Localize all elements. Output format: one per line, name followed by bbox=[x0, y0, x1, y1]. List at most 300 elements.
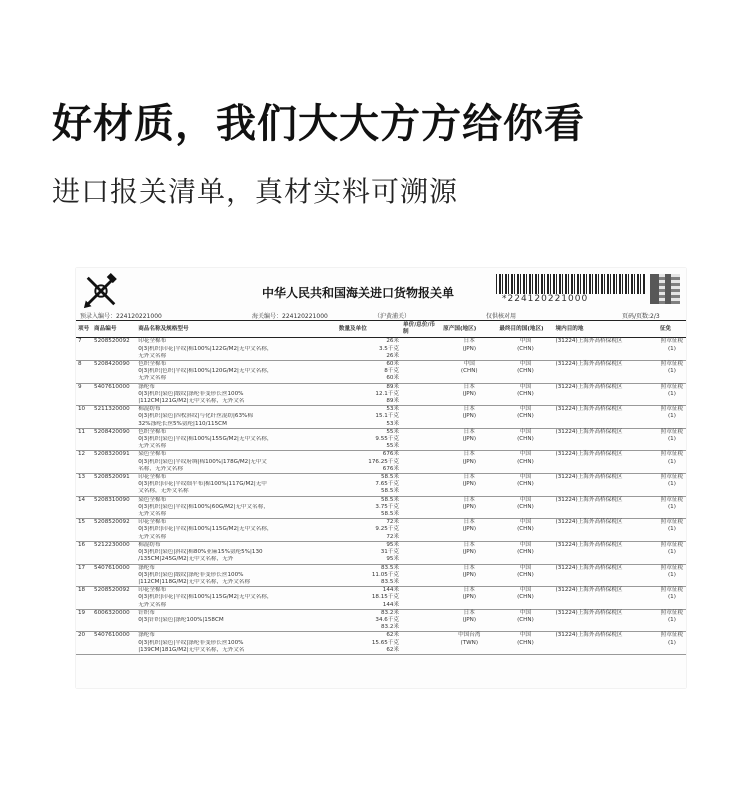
cell-line: 31千克 bbox=[380, 549, 400, 556]
cell-line: 0|3|机织|染色|平纹|涤纶非变形长丝100% bbox=[138, 639, 244, 646]
table-header-row bbox=[76, 321, 686, 338]
item-seq-text: 9 bbox=[78, 383, 82, 390]
item-tax bbox=[658, 361, 686, 384]
item-code-text: 5208310090 bbox=[94, 496, 130, 503]
cell-line: /135CM|245G/M2|无中文名称，无外 bbox=[138, 556, 234, 563]
cell-line: (1) bbox=[667, 413, 676, 420]
item-seq-text: 11 bbox=[78, 428, 86, 435]
cell-line: 中国 bbox=[519, 541, 532, 548]
item-domestic-destination bbox=[554, 496, 658, 519]
cell-line: |139CM|181G/M2|无中文名称，无外文名 bbox=[138, 646, 245, 653]
cell-line: 62米 bbox=[386, 646, 400, 653]
cell-line: 3.5千克 bbox=[378, 345, 400, 352]
cell-line: |112CM|121G/M2|无中文名称，无外文名 bbox=[138, 398, 245, 405]
item-description bbox=[136, 451, 337, 474]
item-origin bbox=[441, 564, 497, 587]
cell-line: 0|3|机织|印花|平纹细平布|棉100%|117G/M2|无中 bbox=[138, 481, 267, 488]
place-text: (31224)上海外高桥保税区 bbox=[555, 609, 623, 616]
item-quantity bbox=[337, 609, 401, 632]
item-description bbox=[136, 587, 337, 610]
item-description bbox=[136, 383, 337, 406]
table-row bbox=[76, 564, 686, 587]
col-header: 项号 bbox=[76, 321, 92, 338]
cell-line: 无外文名称 bbox=[138, 443, 167, 450]
cell-line: 中国 bbox=[519, 496, 532, 503]
cell-line: (1) bbox=[667, 481, 676, 488]
item-destination bbox=[497, 632, 553, 655]
cell-line: 0|3|机织|染色|平纹府绸|棉100%|178G/M2|无中文 bbox=[138, 458, 267, 465]
cell-line: 照章征税 bbox=[660, 609, 684, 616]
cell-line: 染色全棉布 bbox=[138, 496, 167, 503]
cell-line: 印花全棉布 bbox=[138, 519, 167, 526]
item-code bbox=[92, 428, 136, 451]
cell-line: 针织布 bbox=[138, 609, 155, 616]
cell-line: (JPN) bbox=[462, 594, 477, 601]
cell-line: 中国 bbox=[519, 361, 532, 368]
cell-line: 83.2米 bbox=[380, 624, 400, 631]
item-code bbox=[92, 338, 136, 361]
col-header: 单价/总价/币制 bbox=[401, 321, 441, 338]
table-row bbox=[76, 519, 686, 542]
item-quantity bbox=[337, 474, 401, 497]
place-text: (31224)上海外高桥保税区 bbox=[555, 428, 623, 435]
place-text: (31224)上海外高桥保税区 bbox=[555, 496, 623, 503]
cell-line: 8千克 bbox=[384, 368, 400, 375]
item-destination bbox=[497, 474, 553, 497]
cell-line: 60米 bbox=[386, 375, 400, 382]
item-description bbox=[136, 474, 337, 497]
item-destination bbox=[497, 383, 553, 406]
col-header: 原产国(地区) bbox=[441, 321, 497, 338]
cell-line: 53米 bbox=[386, 406, 400, 413]
item-quantity bbox=[337, 519, 401, 542]
item-destination bbox=[497, 361, 553, 384]
cell-line: 15.1千克 bbox=[375, 413, 400, 420]
item-seq-text: 15 bbox=[78, 519, 86, 526]
cell-line: 照章征税 bbox=[660, 474, 684, 481]
cell-line: 印花全棉布 bbox=[138, 474, 167, 481]
col-header: 商品编号 bbox=[92, 321, 136, 338]
item-code-text: 5407610000 bbox=[94, 632, 130, 639]
cell-line: 染色全棉布 bbox=[138, 451, 167, 458]
item-seq-text: 7 bbox=[78, 338, 82, 345]
item-code bbox=[92, 474, 136, 497]
item-tax bbox=[658, 564, 686, 587]
place-text: (31224)上海外高桥保税区 bbox=[555, 632, 623, 639]
item-origin bbox=[441, 541, 497, 564]
item-seq bbox=[76, 541, 92, 564]
item-seq-text: 8 bbox=[78, 361, 82, 368]
table-row bbox=[76, 609, 686, 632]
item-code-text: 5208420090 bbox=[94, 361, 130, 368]
cell-line: 日本 bbox=[463, 587, 475, 594]
cell-line: (CHN) bbox=[517, 413, 534, 420]
item-seq bbox=[76, 451, 92, 474]
item-destination bbox=[497, 451, 553, 474]
place-text: (31224)上海外高桥保税区 bbox=[555, 451, 623, 458]
item-seq-text: 14 bbox=[78, 496, 86, 503]
cell-line: 0|3|机织|染色|平纹|棉100%|60G/M2|无中文名称， bbox=[138, 503, 269, 510]
cell-line: 55米 bbox=[386, 428, 400, 435]
item-code-text: 5407610000 bbox=[94, 383, 130, 390]
item-domestic-destination bbox=[554, 406, 658, 429]
cell-line: (JPN) bbox=[462, 503, 477, 510]
cell-line: 日本 bbox=[463, 609, 475, 616]
item-tax bbox=[658, 519, 686, 542]
item-price bbox=[401, 361, 441, 384]
cell-line: (JPN) bbox=[462, 616, 477, 623]
cell-line: 26米 bbox=[386, 352, 400, 359]
item-origin bbox=[441, 451, 497, 474]
cell-line: 0|3|机织|染色|斜纹|棉80%亚麻15%氨纶5%|130 bbox=[138, 549, 263, 556]
table-row bbox=[76, 451, 686, 474]
cell-line: 0|3|机织|染色|缎纹|涤纶非变形长丝100% bbox=[138, 390, 244, 397]
cell-line: (CHN) bbox=[517, 436, 534, 443]
item-seq bbox=[76, 609, 92, 632]
item-tax bbox=[658, 474, 686, 497]
table-row bbox=[76, 541, 686, 564]
cell-line: 日本 bbox=[463, 541, 475, 548]
item-seq-text: 10 bbox=[78, 406, 86, 413]
cell-line: (CHN) bbox=[517, 549, 534, 556]
cell-line: 58.5米 bbox=[380, 488, 400, 495]
item-code bbox=[92, 564, 136, 587]
cell-line: 照章征税 bbox=[660, 632, 684, 639]
cell-line: (1) bbox=[667, 594, 676, 601]
cell-line: 12.1千克 bbox=[375, 390, 400, 397]
cell-line: 中国 bbox=[519, 406, 532, 413]
cell-line: (CHN) bbox=[517, 390, 534, 397]
cell-line: 0|3|机织|印花|平纹|棉100%|115G/M2|无中文名称， bbox=[138, 594, 273, 601]
cell-line: 日本 bbox=[463, 383, 475, 390]
place-text: (31224)上海外高桥保税区 bbox=[555, 519, 623, 526]
cell-line: 色织全棉布 bbox=[138, 428, 167, 435]
item-origin bbox=[441, 383, 497, 406]
table-row bbox=[76, 383, 686, 406]
cell-line: 日本 bbox=[463, 338, 475, 345]
item-destination bbox=[497, 587, 553, 610]
item-destination bbox=[497, 564, 553, 587]
item-origin bbox=[441, 361, 497, 384]
item-code bbox=[92, 541, 136, 564]
cell-line: (CHN) bbox=[460, 368, 478, 375]
item-domestic-destination bbox=[554, 474, 658, 497]
cell-line: 53米 bbox=[386, 420, 400, 427]
cell-line: 中国台湾 bbox=[458, 632, 481, 639]
cell-line: 144米 bbox=[382, 601, 400, 608]
cell-line: 照章征税 bbox=[660, 496, 684, 503]
cell-line: 中国 bbox=[519, 564, 532, 571]
item-price bbox=[401, 587, 441, 610]
document-title: 中华人民共和国海关进口货物报关单 bbox=[262, 286, 455, 300]
item-tax bbox=[658, 338, 686, 361]
cell-line: (1) bbox=[667, 616, 676, 623]
item-seq bbox=[76, 361, 92, 384]
cell-line: 印花全棉布 bbox=[138, 587, 167, 594]
item-price bbox=[401, 338, 441, 361]
cell-line: 中国 bbox=[519, 632, 532, 639]
cell-line: (CHN) bbox=[517, 594, 534, 601]
pre-entry-number: 预录入编号：224120221000 bbox=[80, 313, 162, 320]
item-code bbox=[92, 609, 136, 632]
item-quantity bbox=[337, 496, 401, 519]
cell-line: 0|3|机织|染色|缎纹|涤纶非变形长丝100% bbox=[138, 571, 244, 578]
item-seq-text: 18 bbox=[78, 587, 86, 594]
item-quantity bbox=[337, 383, 401, 406]
item-seq bbox=[76, 338, 92, 361]
item-code bbox=[92, 496, 136, 519]
item-code bbox=[92, 587, 136, 610]
item-description bbox=[136, 564, 337, 587]
cell-line: (CHN) bbox=[517, 616, 534, 623]
item-origin bbox=[441, 519, 497, 542]
page-indicator: 页码/页数:2/3 bbox=[622, 313, 660, 320]
item-description bbox=[136, 541, 337, 564]
item-description bbox=[136, 519, 337, 542]
qr-code-icon bbox=[650, 274, 680, 304]
cell-line: (1) bbox=[667, 549, 676, 556]
customs-declaration-document bbox=[76, 268, 686, 688]
item-origin bbox=[441, 496, 497, 519]
item-price bbox=[401, 632, 441, 655]
cell-line: (1) bbox=[667, 390, 676, 397]
cell-line: 中国 bbox=[519, 519, 532, 526]
goods-table bbox=[76, 320, 686, 655]
item-quantity bbox=[337, 451, 401, 474]
item-code-text: 5407610000 bbox=[94, 564, 130, 571]
cell-line: 无外文名称 bbox=[138, 533, 167, 540]
place-text: (31224)上海外高桥保税区 bbox=[555, 406, 623, 413]
item-quantity bbox=[337, 587, 401, 610]
cell-line: 无外文名称 bbox=[138, 511, 167, 518]
item-seq-text: 20 bbox=[78, 632, 86, 639]
cell-line: 色织全棉布 bbox=[138, 361, 167, 368]
col-header: 最终目的国(地区) bbox=[497, 321, 553, 338]
item-code-text: 5208420090 bbox=[94, 428, 130, 435]
item-seq-text: 12 bbox=[78, 451, 86, 458]
item-quantity bbox=[337, 632, 401, 655]
item-code-text: 5208320091 bbox=[94, 451, 130, 458]
cell-line: 照章征税 bbox=[660, 587, 684, 594]
item-code-text: 5212230000 bbox=[94, 541, 130, 548]
item-domestic-destination bbox=[554, 519, 658, 542]
cell-line: 0|3|针织|染色|涤纶100%|158CM bbox=[138, 616, 224, 623]
cell-line: (1) bbox=[667, 503, 676, 510]
cell-line: 涤纶布 bbox=[138, 632, 155, 639]
table-row bbox=[76, 361, 686, 384]
item-seq bbox=[76, 474, 92, 497]
cell-line: 7.65千克 bbox=[375, 481, 400, 488]
item-quantity bbox=[337, 338, 401, 361]
item-seq bbox=[76, 496, 92, 519]
item-domestic-destination bbox=[554, 338, 658, 361]
cell-line: (JPN) bbox=[462, 390, 477, 397]
cell-line: 中国 bbox=[463, 361, 475, 368]
cell-line: 棉混纺布 bbox=[138, 541, 161, 548]
cell-line: 62米 bbox=[386, 632, 400, 639]
col-header: 数量及单位 bbox=[337, 321, 401, 338]
cell-line: 11.05千克 bbox=[371, 571, 400, 578]
cell-line: (JPN) bbox=[462, 436, 477, 443]
barcode-icon bbox=[496, 274, 646, 294]
item-seq bbox=[76, 587, 92, 610]
cell-line: 0|3|机织|印花|平纹|棉100%|122G/M2|无中文名称， bbox=[138, 345, 273, 352]
cell-line: (JPN) bbox=[462, 481, 477, 488]
verification-note: 仅供核对用 bbox=[486, 313, 517, 320]
item-code bbox=[92, 383, 136, 406]
item-quantity bbox=[337, 428, 401, 451]
cell-line: (CHN) bbox=[517, 345, 534, 352]
customs-number: 海关编号：224120221000 bbox=[252, 313, 328, 320]
item-price bbox=[401, 474, 441, 497]
cell-line: 0|3|机织|染色|四枚斜纹|与化纤丝混纺|63%棉 bbox=[138, 413, 253, 420]
cell-line: |112CM|118G/M2|无中文名称，无外文名称 bbox=[138, 578, 251, 585]
item-origin bbox=[441, 474, 497, 497]
cell-line: (CHN) bbox=[517, 368, 534, 375]
item-code-text: 5211320000 bbox=[94, 406, 130, 413]
cell-line: (JPN) bbox=[462, 458, 477, 465]
item-price bbox=[401, 428, 441, 451]
cell-line: 32%涤纶长丝5%氨纶|110/115CM bbox=[138, 420, 227, 427]
item-tax bbox=[658, 587, 686, 610]
item-seq-text: 16 bbox=[78, 541, 86, 548]
item-destination bbox=[497, 496, 553, 519]
item-domestic-destination bbox=[554, 587, 658, 610]
cell-line: 58.5米 bbox=[380, 474, 400, 481]
cell-line: 中国 bbox=[519, 338, 532, 345]
item-code bbox=[92, 406, 136, 429]
place-text: (31224)上海外高桥保税区 bbox=[555, 383, 623, 390]
cell-line: 9.25千克 bbox=[375, 526, 400, 533]
item-seq-text: 13 bbox=[78, 474, 86, 481]
cell-line: 日本 bbox=[463, 564, 475, 571]
cell-line: 照章征税 bbox=[660, 338, 684, 345]
item-domestic-destination bbox=[554, 541, 658, 564]
cell-line: (CHN) bbox=[517, 481, 534, 488]
item-price bbox=[401, 519, 441, 542]
item-origin bbox=[441, 587, 497, 610]
cell-line: 照章征税 bbox=[660, 361, 684, 368]
cell-line: 日本 bbox=[463, 474, 475, 481]
cell-line: 日本 bbox=[463, 428, 475, 435]
item-domestic-destination bbox=[554, 383, 658, 406]
cell-line: 72米 bbox=[386, 519, 400, 526]
cell-line: 日本 bbox=[463, 406, 475, 413]
item-description bbox=[136, 361, 337, 384]
cell-line: 0|3|机织|色织|平纹|棉100%|120G/M2|无中文名称， bbox=[138, 368, 273, 375]
item-destination bbox=[497, 338, 553, 361]
cell-line: 日本 bbox=[463, 451, 475, 458]
item-description bbox=[136, 632, 337, 655]
cell-line: 676米 bbox=[382, 465, 400, 472]
item-seq bbox=[76, 428, 92, 451]
place-text: (31224)上海外高桥保税区 bbox=[555, 564, 623, 571]
barcode-number: *224120221000 bbox=[502, 294, 589, 304]
item-code bbox=[92, 632, 136, 655]
item-seq bbox=[76, 564, 92, 587]
item-code-text: 6006320000 bbox=[94, 609, 130, 616]
cell-line: 83.5米 bbox=[380, 564, 400, 571]
item-tax bbox=[658, 383, 686, 406]
item-domestic-destination bbox=[554, 609, 658, 632]
item-tax bbox=[658, 451, 686, 474]
item-code-text: 5208520092 bbox=[94, 587, 130, 594]
cell-line: (1) bbox=[667, 526, 676, 533]
col-header: 商品名称及规格型号 bbox=[136, 321, 337, 338]
cell-line: 中国 bbox=[519, 587, 532, 594]
headline: 好材质，我们大大方方给你看 bbox=[52, 101, 585, 147]
cell-line: 印花全棉布 bbox=[138, 338, 167, 345]
cell-line: 名称，无外文名称 bbox=[138, 465, 183, 472]
cell-line: 58.5米 bbox=[380, 511, 400, 518]
cell-line: (1) bbox=[667, 345, 676, 352]
item-destination bbox=[497, 428, 553, 451]
item-price bbox=[401, 609, 441, 632]
cell-line: 中国 bbox=[519, 474, 532, 481]
table-row bbox=[76, 406, 686, 429]
table-row bbox=[76, 632, 686, 655]
item-price bbox=[401, 496, 441, 519]
cell-line: (JPN) bbox=[462, 345, 477, 352]
cell-line: 18.15千克 bbox=[371, 594, 400, 601]
item-domestic-destination bbox=[554, 564, 658, 587]
cell-line: 照章征税 bbox=[660, 383, 684, 390]
item-quantity bbox=[337, 564, 401, 587]
item-tax bbox=[658, 496, 686, 519]
cell-line: 中国 bbox=[519, 428, 532, 435]
item-destination bbox=[497, 519, 553, 542]
place-text: (31224)上海外高桥保税区 bbox=[555, 361, 623, 368]
cell-line: 日本 bbox=[463, 519, 475, 526]
item-description bbox=[136, 609, 337, 632]
cell-line: 26米 bbox=[386, 338, 400, 345]
cell-line: 中国 bbox=[519, 451, 532, 458]
item-description bbox=[136, 406, 337, 429]
item-tax bbox=[658, 406, 686, 429]
cell-line: 0|3|机织|印花|平纹|棉100%|115G/M2|无中文名称， bbox=[138, 526, 273, 533]
place-text: (31224)上海外高桥保税区 bbox=[555, 338, 623, 345]
table-row bbox=[76, 587, 686, 610]
item-description bbox=[136, 338, 337, 361]
cell-line: 34.6千克 bbox=[375, 616, 400, 623]
item-seq bbox=[76, 632, 92, 655]
cell-line: 无外文名称 bbox=[138, 375, 167, 382]
cell-line: 文名称，无外文名称 bbox=[138, 488, 189, 495]
place-text: (31224)上海外高桥保税区 bbox=[555, 474, 623, 481]
item-seq bbox=[76, 519, 92, 542]
cell-line: 83.5米 bbox=[380, 578, 400, 585]
item-domestic-destination bbox=[554, 632, 658, 655]
cell-line: 676米 bbox=[382, 451, 400, 458]
place-text: (31224)上海外高桥保税区 bbox=[555, 587, 623, 594]
item-seq-text: 17 bbox=[78, 564, 86, 571]
cell-line: 照章征税 bbox=[660, 519, 684, 526]
cell-line: 无外文名称 bbox=[138, 601, 167, 608]
cell-line: (1) bbox=[667, 571, 676, 578]
item-price bbox=[401, 406, 441, 429]
item-tax bbox=[658, 541, 686, 564]
cell-line: (CHN) bbox=[517, 571, 534, 578]
cell-line: (1) bbox=[667, 639, 676, 646]
item-domestic-destination bbox=[554, 361, 658, 384]
cell-line: 涤纶布 bbox=[138, 564, 155, 571]
place-text: (31224)上海外高桥保税区 bbox=[555, 541, 623, 548]
cell-line: 无外文名称 bbox=[138, 352, 167, 359]
cell-line: 89米 bbox=[386, 383, 400, 390]
cell-line: (1) bbox=[667, 458, 676, 465]
item-price bbox=[401, 564, 441, 587]
item-origin bbox=[441, 428, 497, 451]
